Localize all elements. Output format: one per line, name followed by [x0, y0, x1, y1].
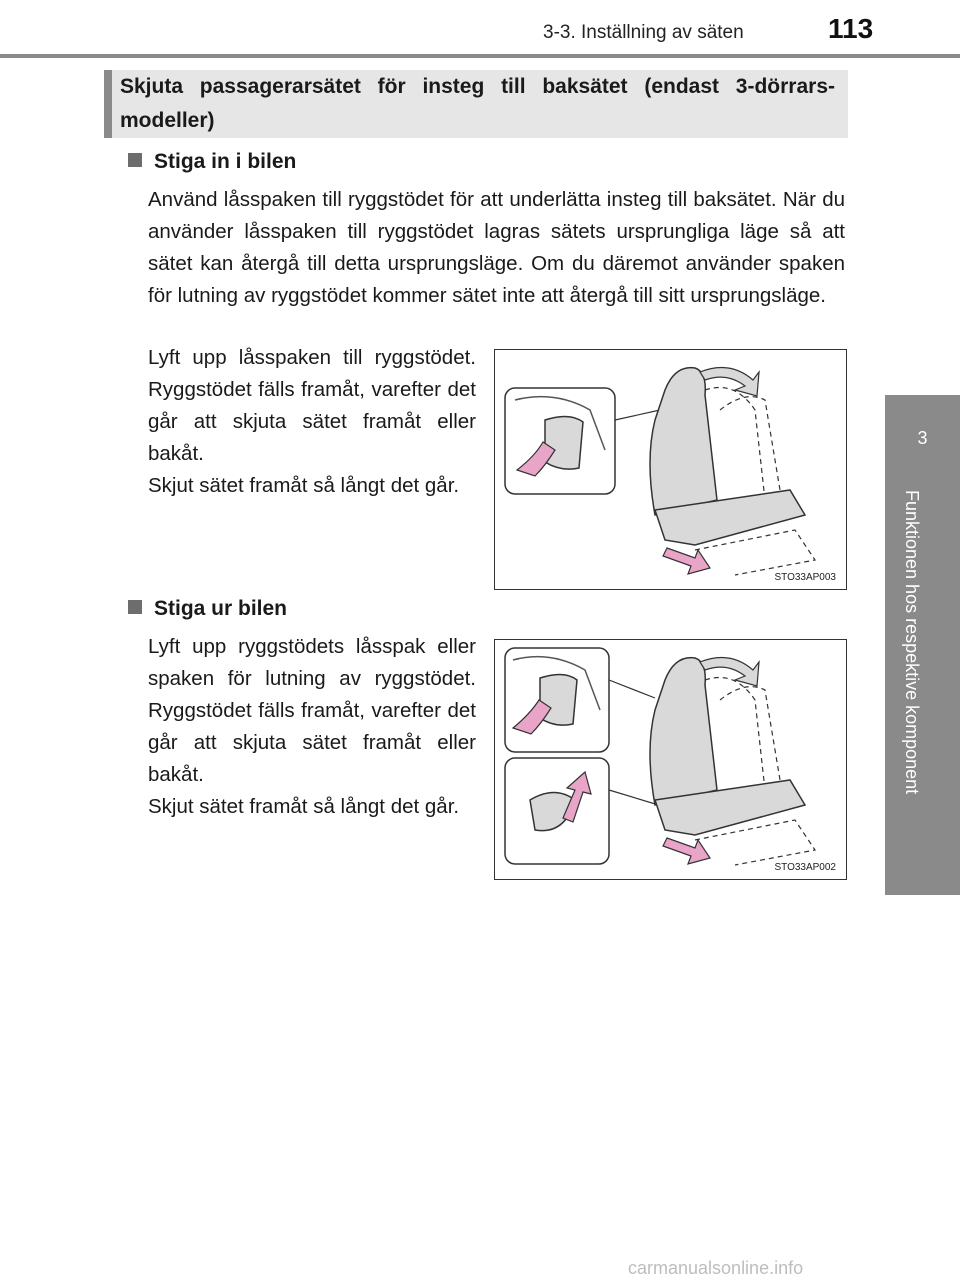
step-text-exit: [148, 631, 476, 823]
section-paragraph-enter: Använd låsspaken till ryggstödet för att underlätta insteg till baksätet. När du använder låsspaken till ryggstödet lagras sätets ursprungliga läge så att sätet kan återgå till detta ursprungsläge. Om du däremot använder spaken för lutning av ryggstödet kommer sätet inte att återgå till sitt ursprungsläge.: [148, 188, 845, 307]
chapter-title: Funktionen hos respektive komponent: [902, 490, 922, 795]
figure-code-exit: STO33AP002: [774, 862, 836, 873]
step-text-exit-1: Lyft upp ryggstödets låsspak eller spaken för lutning av ryggstödet. Ryggstödet fälls framåt, varefter det går att skjuta sätet framåt eller bakåt.: [148, 635, 476, 786]
figure-code-enter: STO33AP003: [774, 572, 836, 583]
step-text-enter-1: Lyft upp låsspaken till ryggstödet. Ryggstödet fälls framåt, varefter det går att skjuta sätet framåt eller bakåt.: [148, 346, 476, 465]
title-text: Skjuta passagerarsätet för insteg till baksätet (endast 3-dörrars-modeller): [120, 75, 835, 132]
section-heading-enter-label: Stiga in i bilen: [154, 150, 297, 173]
page-number: 113: [828, 13, 874, 44]
header-rule: [0, 54, 960, 58]
step-text-enter: [148, 342, 476, 502]
section-heading-exit: [128, 597, 287, 621]
watermark: carmanualsonline.info: [628, 1258, 804, 1278]
section-heading-enter: [128, 150, 296, 174]
step-text-exit-2: Skjut sätet framåt så långt det går.: [148, 795, 460, 818]
section-title: 3-3. Inställning av säten: [543, 22, 744, 43]
seat-illustration-exit: [495, 640, 845, 878]
section-heading-exit-label: Stiga ur bilen: [154, 597, 288, 620]
step-text-enter-2: Skjut sätet framåt så långt det går.: [148, 474, 460, 497]
figure-enter: [494, 349, 847, 590]
square-bullet-icon: [128, 600, 142, 614]
figure-exit: [494, 639, 847, 880]
square-bullet-icon: [128, 153, 142, 167]
chapter-number: 3: [917, 428, 928, 448]
seat-illustration: [495, 350, 845, 588]
chapter-tab-bar: [885, 485, 960, 895]
